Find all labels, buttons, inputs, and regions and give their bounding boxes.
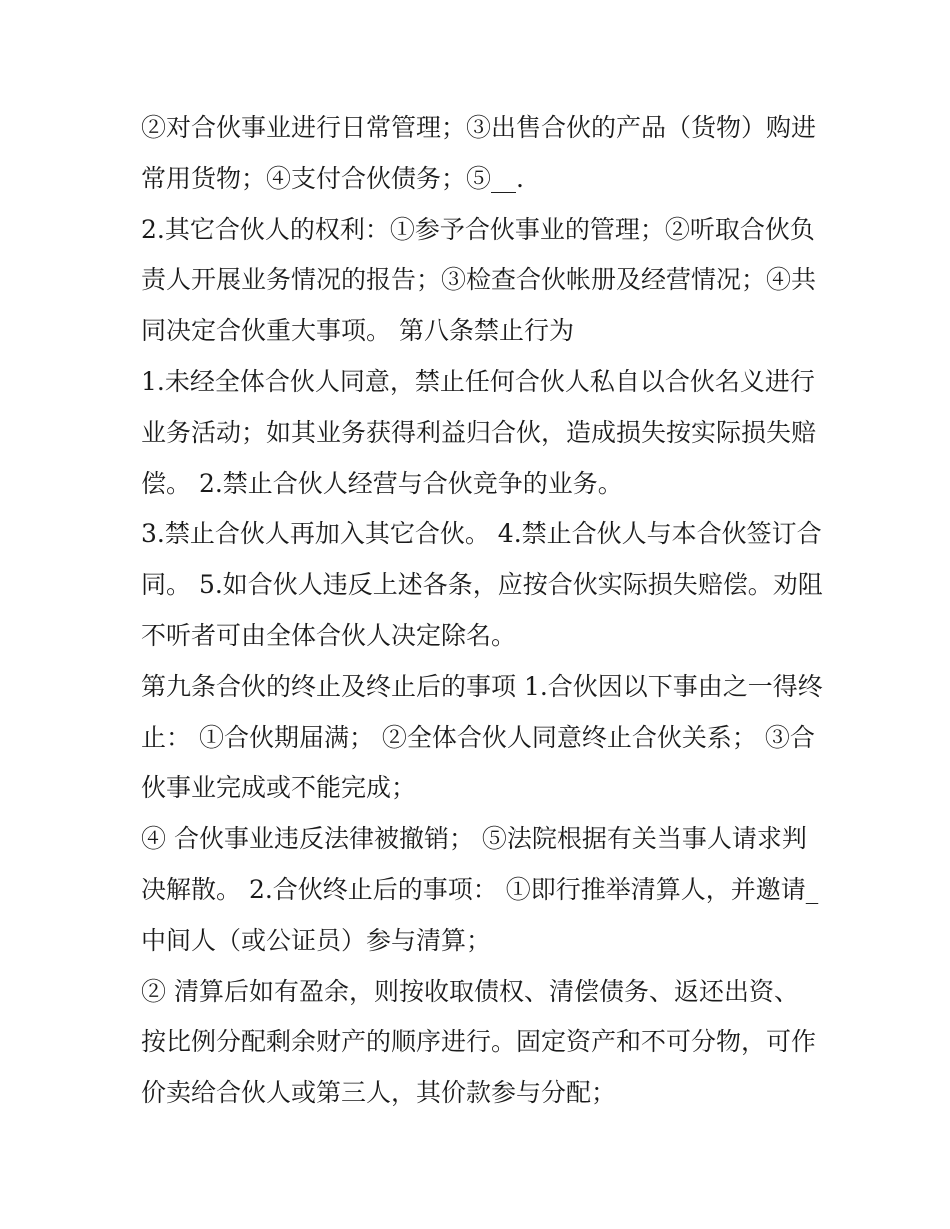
text-line-11: 不听者可由全体合伙人决定除名。 [141, 620, 517, 650]
text-line-2: 常用货物；④支付合伙债务；⑤__. [141, 163, 524, 193]
text-line-13: 止： ①合伙期届满； ②全体合伙人同意终止合伙关系； ③合 [141, 722, 815, 752]
document-body [141, 103, 821, 1119]
text-line-8: 偿。 2.禁止合伙人经营与合伙竞争的业务。 [141, 468, 623, 498]
text-line-4: 责人开展业务情况的报告；③检查合伙帐册及经营情况；④共 [141, 265, 817, 295]
text-line-10: 同。 5.如合伙人违反上述各条，应按合伙实际损失赔偿。劝阻 [141, 570, 823, 600]
text-line-5: 同决定合伙重大事项。 第八条禁止行为 [141, 316, 574, 346]
text-line-7: 业务活动；如其业务获得利益归合伙，造成损失按实际损失赔 [141, 417, 817, 447]
text-line-19: 按比例分配剩余财产的顺序进行。固定资产和不可分物，可作 [141, 1027, 817, 1057]
text-line-18: ② 清算后如有盈余，则按收取债权、清偿债务、返还出资、 [141, 976, 799, 1006]
text-line-17: 中间人（或公证员）参与清算； [141, 925, 492, 955]
text-line-20: 价卖给合伙人或第三人，其价款参与分配； [141, 1078, 617, 1108]
text-line-16: 决解散。 2.合伙终止后的事项： ①即行推举清算人，并邀请_ [141, 874, 819, 904]
text-line-6: 1.未经全体合伙人同意，禁止任何合伙人私自以合伙名义进行 [141, 366, 815, 396]
text-line-15: ④ 合伙事业违反法律被撤销； ⑤法院根据有关当事人请求判 [141, 824, 807, 854]
text-line-14: 伙事业完成或不能完成； [141, 773, 417, 803]
text-line-1: ②对合伙事业进行日常管理；③出售合伙的产品（货物）购进 [141, 113, 817, 142]
text-line-3: 2.其它合伙人的权利：①参予合伙事业的管理；②听取合伙负 [141, 214, 815, 244]
text-line-12: 第九条合伙的终止及终止后的事项 1.合伙因以下事由之一得终 [141, 671, 823, 701]
text-line-9: 3.禁止合伙人再加入其它合伙。 4.禁止合伙人与本合伙签订合 [141, 519, 822, 549]
